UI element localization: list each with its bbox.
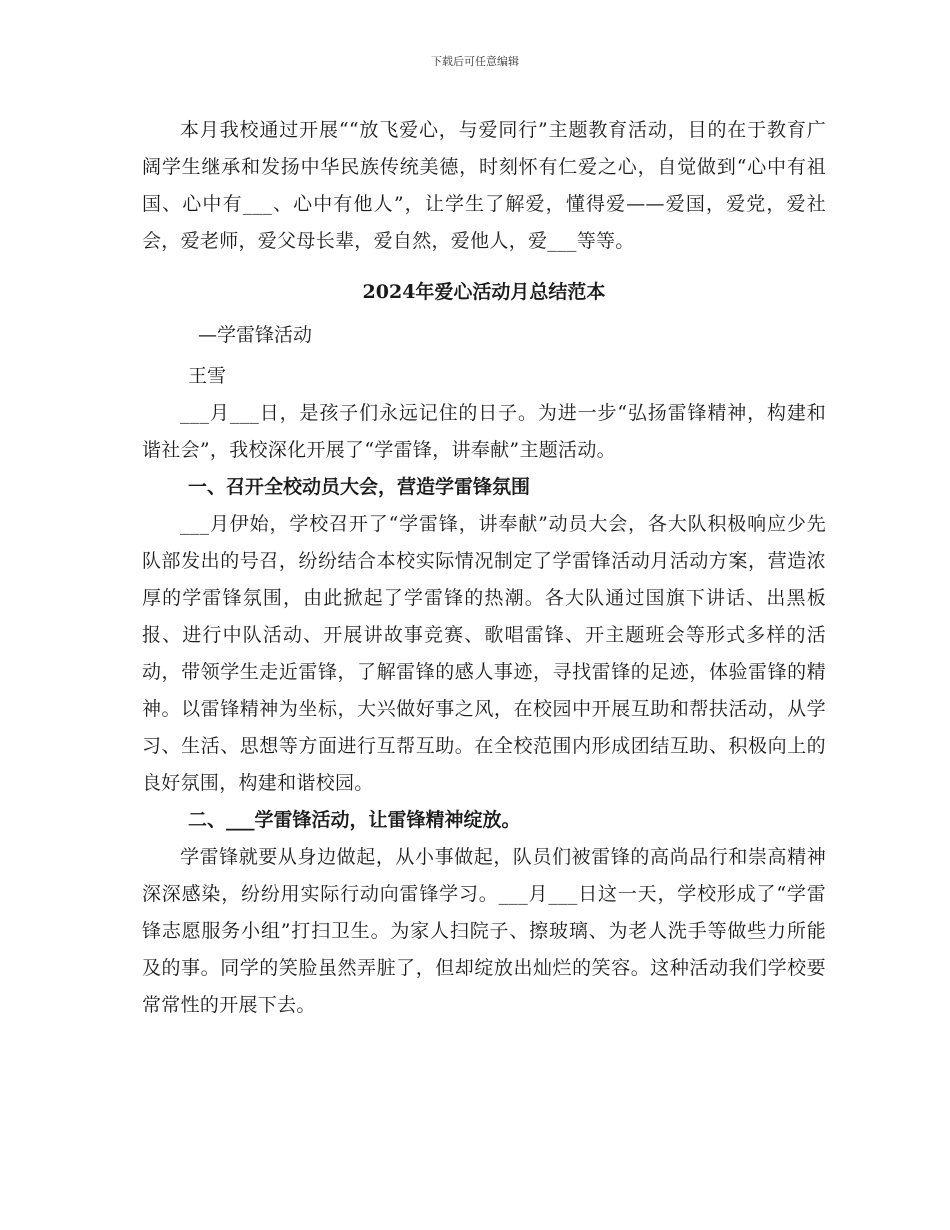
section-1-paragraph: ___月伊始，学校召开了“学雷锋，讲奉献”动员大会，各大队积极响应少先队部发出的号召，纷纷结合本校实际情况制定了学雷锋活动月活动方案，营造浓厚的学雷锋氛围，由此掀起了学雷锋的热潮。各大队通过国旗下讲话、出黑板报、进行中队活动、开展讲故事竞赛、歌唱雷锋、开主题班会等形式多样的活动，带领学生走近雷锋，了解雷锋的感人事迹，寻找雷锋的足迹，体验雷锋的精神。以雷锋精神为坐标，大兴做好事之风，在校园中开展互助和帮扶活动，从学习、生活、思想等方面进行互帮互助。在全校范围内形成团结互助、积极向上的良好氛围，构建和谐校园。 [142,513,826,794]
section-1-heading: 一、召开全校动员大会，营造学雷锋氛围 [188,476,531,498]
page-header: 下载后可任意编辑 [431,55,519,68]
opening-paragraph: ___月___日，是孩子们永远记住的日子。为进一步“弘扬雷锋精神，构建和谐社会”，我校深化开展了“学雷锋，讲奉献”主题活动。 [142,402,826,461]
article-title: 2024年爱心活动月总结范本 [362,281,606,303]
section-2-paragraph: 学雷锋就要从身边做起，从小事做起，队员们被雷锋的高尚品行和崇高精神深深感染，纷纷用实际行动向雷锋学习。___月___日这一天，学校形成了“学雷锋志愿服务小组”打扫卫生。为家人扫院子、擦玻璃、为老人洗手等做些力所能及的事。同学的笑脸虽然弄脏了，但却绽放出灿烂的笑容。这种活动我们学校要常常性的开展下去。 [142,846,826,1016]
article-subtitle: —学雷锋活动 [198,324,313,346]
article-author: 王雪 [188,365,227,387]
intro-paragraph: 本月我校通过开展““放飞爱心，与爱同行”主题教育活动，目的在于教育广阔学生继承和发扬中华民族传统美德，时刻怀有仁爱之心，自觉做到“心中有祖国、心中有___、心中有他人”，让学生了解爱，懂得爱——爱国，爱党，爱社会，爱老师，爱父母长辈，爱自然，爱他人，爱___等等。 [142,119,826,252]
section-2-heading: 二、___学雷锋活动，让雷锋精神绽放。 [188,809,521,831]
document-body [142,112,826,1024]
